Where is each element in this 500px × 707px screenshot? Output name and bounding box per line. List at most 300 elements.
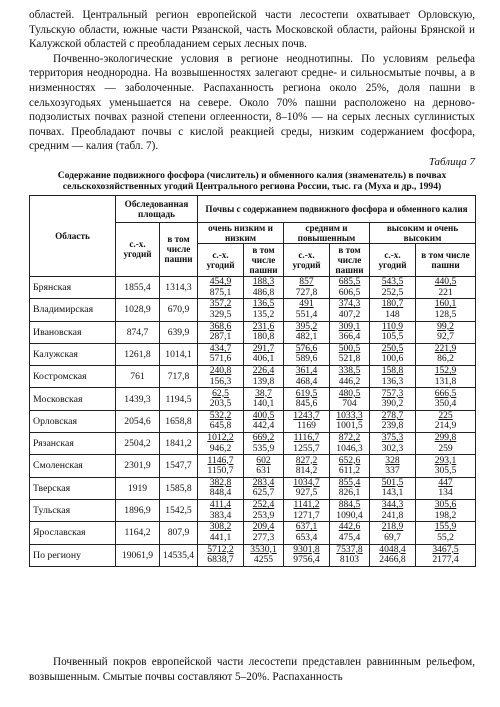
cell-hi-arable — [416, 544, 476, 566]
phosphorus-value: 136,5 — [252, 298, 275, 310]
cell-region: Калужская — [30, 343, 116, 365]
data-table — [29, 195, 476, 567]
potassium-value: 551,4 — [295, 308, 318, 320]
fraction — [416, 366, 475, 387]
potassium-value: 86,2 — [437, 353, 454, 365]
cell-md-agri — [284, 499, 330, 521]
cell-region: Костромская — [30, 366, 116, 388]
fraction — [284, 366, 329, 387]
cell-vl-agri — [198, 388, 244, 410]
document-page — [29, 8, 475, 567]
table-row — [30, 477, 476, 499]
cell-region: Владимирская — [30, 299, 116, 321]
phosphorus-value: 454,9 — [209, 276, 232, 288]
cell-md-arable — [330, 343, 370, 365]
table-row — [30, 499, 476, 521]
potassium-value: 1169 — [297, 420, 316, 432]
cell-surveyed-arable: 1014,1 — [160, 343, 198, 365]
cell-region: Ивановская — [30, 321, 116, 343]
header-high-arable: в том числе пашни — [416, 243, 476, 276]
cell-surveyed-agri: 2301,9 — [116, 455, 160, 477]
table-caption: Содержание подвижного фосфора (числитель) и обменного калия (знаменатель) в почвах сельскохозяйственных угодий Центрального региона России, тыс. га (Муха и др., 1994) — [57, 169, 447, 192]
phosphorus-value: 252,4 — [252, 499, 275, 511]
fraction — [370, 500, 415, 521]
cell-hi-agri — [370, 299, 416, 321]
phosphorus-value: 225 — [438, 409, 453, 421]
cell-vl-arable — [244, 477, 284, 499]
cell-surveyed-arable: 807,9 — [160, 522, 198, 544]
cell-vl-arable — [244, 299, 284, 321]
phosphorus-value: 1034,7 — [293, 476, 320, 488]
phosphorus-value: 338,5 — [338, 365, 361, 377]
cell-surveyed-agri: 1439,3 — [116, 388, 160, 410]
cell-md-arable — [330, 388, 370, 410]
cell-hi-agri — [370, 366, 416, 388]
phosphorus-value: 278,7 — [381, 409, 404, 421]
intro-paragraph-2: Почвенно-экологические условия в регионе неоднотипны. По условиям рельефа территория неоднородна. На возвышенностях залегают средне- и сильносмытые почвы, а в низменностях — заболоченные. Распаханность региона около 25%, доля пашни в сельхозугодьях уменьшается на севере. Около 70% пашни расположено на дерново-подзолистых почвах разной степени оглеенности, 8–10% — на серых лесных суглинистых почвах. Преобладают почвы с кислой реакцией среды, низким содержанием фосфора, средним — калия (табл. 7). — [29, 52, 475, 153]
fraction — [198, 322, 243, 343]
phosphorus-value: 1146,7 — [207, 454, 234, 466]
fraction — [244, 366, 283, 387]
fraction — [370, 456, 415, 477]
phosphorus-value: 619,5 — [295, 387, 318, 399]
fraction — [416, 433, 475, 454]
phosphorus-value: 375,3 — [381, 432, 404, 444]
header-medium: средним и повышенным — [284, 222, 370, 243]
fraction — [198, 433, 243, 454]
cell-hi-agri — [370, 343, 416, 365]
cell-surveyed-arable: 1585,8 — [160, 477, 198, 499]
phosphorus-value: 152,9 — [434, 365, 457, 377]
cell-hi-agri — [370, 388, 416, 410]
potassium-value: 704 — [342, 398, 357, 410]
phosphorus-value: 180,7 — [381, 298, 404, 310]
cell-region: Тверская — [30, 477, 116, 499]
fraction — [416, 411, 475, 432]
table-row — [30, 522, 476, 544]
fraction — [198, 522, 243, 543]
phosphorus-value: 309,1 — [338, 320, 361, 332]
cell-surveyed-arable: 1194,5 — [160, 388, 198, 410]
phosphorus-value: 344,3 — [381, 499, 404, 511]
phosphorus-value: 652,6 — [338, 454, 361, 466]
potassium-value: 1090,4 — [336, 509, 363, 521]
phosphorus-value: 62,5 — [212, 387, 229, 399]
table-row — [30, 321, 476, 343]
potassium-value: 611,2 — [338, 464, 361, 476]
fraction — [370, 522, 415, 543]
potassium-value: 69,7 — [384, 531, 401, 543]
phosphorus-value: 158,8 — [381, 365, 404, 377]
phosphorus-value: 872,2 — [338, 432, 361, 444]
cell-hi-agri — [370, 499, 416, 521]
phosphorus-value: 7537,8 — [336, 543, 363, 555]
fraction — [416, 299, 475, 320]
potassium-value: 259 — [438, 442, 453, 454]
potassium-value: 8103 — [339, 554, 360, 566]
fraction — [198, 478, 243, 499]
cell-hi-arable — [416, 343, 476, 365]
phosphorus-value: 1243,7 — [293, 409, 320, 421]
cell-vl-arable — [244, 522, 284, 544]
potassium-value: 277,3 — [252, 531, 275, 543]
table-row — [30, 410, 476, 432]
header-very-low-arable: в том числе пашни — [244, 243, 284, 276]
phosphorus-value: 357,2 — [209, 298, 232, 310]
fraction — [244, 389, 283, 410]
phosphorus-value: 1116,7 — [293, 432, 320, 444]
fraction — [370, 277, 415, 298]
phosphorus-value: 501,5 — [381, 476, 404, 488]
cell-vl-arable — [244, 455, 284, 477]
potassium-value: 653,4 — [295, 531, 318, 543]
phosphorus-value: 160,1 — [434, 298, 457, 310]
potassium-value: 9756,4 — [293, 554, 320, 566]
cell-hi-agri — [370, 477, 416, 499]
fraction — [198, 299, 243, 320]
phosphorus-value: 411,4 — [209, 499, 232, 511]
potassium-value: 482,1 — [295, 331, 318, 343]
phosphorus-value: 155,9 — [434, 521, 457, 533]
cell-vl-arable — [244, 544, 284, 566]
cell-surveyed-agri: 1855,4 — [116, 276, 160, 298]
cell-md-arable — [330, 477, 370, 499]
fraction — [330, 478, 369, 499]
fraction — [330, 299, 369, 320]
header-medium-agri: с.-х. угодий — [284, 243, 330, 276]
potassium-value: 407,2 — [338, 308, 361, 320]
fraction — [370, 366, 415, 387]
header-very-low: очень низким и низким — [198, 222, 284, 243]
potassium-value: 253,9 — [252, 509, 275, 521]
table-row — [30, 433, 476, 455]
potassium-value: 468,4 — [295, 375, 318, 387]
potassium-value: 92,7 — [437, 331, 454, 343]
fraction — [416, 322, 475, 343]
fraction — [198, 411, 243, 432]
potassium-value: 252,5 — [381, 286, 404, 298]
cell-hi-agri — [370, 433, 416, 455]
potassium-value: 645,8 — [209, 420, 232, 432]
cell-surveyed-agri: 1164,2 — [116, 522, 160, 544]
cell-vl-agri — [198, 433, 244, 455]
potassium-value: 302,3 — [381, 442, 404, 454]
fraction — [244, 500, 283, 521]
fraction — [330, 389, 369, 410]
potassium-value: 4255 — [253, 554, 274, 566]
cell-hi-agri — [370, 544, 416, 566]
phosphorus-value: 293,1 — [434, 454, 457, 466]
cell-md-agri — [284, 299, 330, 321]
phosphorus-value: 442,6 — [338, 521, 361, 533]
phosphorus-value: 855,4 — [338, 476, 361, 488]
table-number: Таблица 7 — [428, 155, 475, 168]
fraction — [284, 522, 329, 543]
potassium-value: 946,2 — [209, 442, 232, 454]
table-body — [30, 276, 476, 566]
fraction — [244, 322, 283, 343]
fraction — [416, 456, 475, 477]
phosphorus-value: 226,4 — [252, 365, 275, 377]
potassium-value: 6838,7 — [207, 554, 234, 566]
cell-hi-agri — [370, 321, 416, 343]
cell-hi-agri — [370, 522, 416, 544]
potassium-value: 2466,8 — [379, 554, 406, 566]
phosphorus-value: 1012,2 — [207, 432, 234, 444]
fraction — [330, 522, 369, 543]
cell-hi-agri — [370, 410, 416, 432]
cell-md-agri — [284, 477, 330, 499]
phosphorus-value: 857 — [299, 276, 314, 288]
cell-region: Тульская — [30, 499, 116, 521]
potassium-value: 1001,5 — [336, 420, 363, 432]
cell-surveyed-arable: 1542,5 — [160, 499, 198, 521]
phosphorus-value: 305,6 — [434, 499, 457, 511]
fraction — [284, 322, 329, 343]
potassium-value: 1046,3 — [336, 442, 363, 454]
cell-vl-agri — [198, 366, 244, 388]
cell-md-agri — [284, 388, 330, 410]
fraction — [198, 344, 243, 365]
fraction — [244, 344, 283, 365]
fraction — [198, 366, 243, 387]
phosphorus-value: 440,5 — [434, 276, 457, 288]
cell-vl-arable — [244, 499, 284, 521]
fraction — [330, 277, 369, 298]
phosphorus-value: 5712,2 — [207, 543, 234, 555]
cell-region: Брянская — [30, 276, 116, 298]
potassium-value: 136,3 — [381, 375, 404, 387]
phosphorus-value: 218,9 — [381, 521, 404, 533]
phosphorus-value: 209,4 — [252, 521, 275, 533]
potassium-value: 848,4 — [209, 487, 232, 499]
phosphorus-value: 231,6 — [252, 320, 275, 332]
cell-hi-arable — [416, 321, 476, 343]
cell-vl-agri — [198, 276, 244, 298]
phosphorus-value: 827,2 — [295, 454, 318, 466]
potassium-value: 446,2 — [338, 375, 361, 387]
cell-md-arable — [330, 410, 370, 432]
potassium-value: 198,2 — [434, 509, 457, 521]
fraction — [284, 277, 329, 298]
fraction — [198, 500, 243, 521]
phosphorus-value: 602 — [256, 454, 271, 466]
cell-md-agri — [284, 321, 330, 343]
phosphorus-value: 434,7 — [209, 343, 232, 355]
fraction — [330, 500, 369, 521]
phosphorus-value: 543,5 — [381, 276, 404, 288]
cell-surveyed-arable: 1314,3 — [160, 276, 198, 298]
cell-vl-agri — [198, 477, 244, 499]
potassium-value: 406,1 — [252, 353, 275, 365]
cell-surveyed-agri: 19061,9 — [116, 544, 160, 566]
cell-hi-arable — [416, 366, 476, 388]
phosphorus-value: 576,6 — [295, 343, 318, 355]
potassium-value: 486,8 — [252, 286, 275, 298]
phosphorus-value: 361,4 — [295, 365, 318, 377]
fraction — [244, 433, 283, 454]
potassium-value: 875,1 — [209, 286, 232, 298]
fraction — [284, 456, 329, 477]
phosphorus-value: 308,2 — [209, 521, 232, 533]
cell-md-agri — [284, 410, 330, 432]
table-row — [30, 299, 476, 321]
fraction — [244, 299, 283, 320]
potassium-value: 606,5 — [338, 286, 361, 298]
fraction — [244, 411, 283, 432]
phosphorus-value: 38,7 — [255, 387, 272, 399]
intro-paragraph-1: областей. Центральный регион европейской части лесостепи охватывает Орловскую, Тульскую области, южные части Рязанской, часть Московской области, районы Брянской и Калужской областей с преобладанием серых лесных почв. — [29, 9, 475, 51]
fraction — [416, 500, 475, 521]
cell-surveyed-arable: 14535,4 — [160, 544, 198, 566]
cell-md-arable — [330, 299, 370, 321]
fraction — [198, 277, 243, 298]
phosphorus-value: 99,2 — [437, 320, 454, 332]
fraction — [284, 545, 329, 566]
potassium-value: 2177,4 — [432, 554, 459, 566]
cell-surveyed-arable: 717,8 — [160, 366, 198, 388]
phosphorus-value: 669,2 — [252, 432, 275, 444]
phosphorus-value: 283,4 — [252, 476, 275, 488]
cell-md-arable — [330, 321, 370, 343]
phosphorus-value: 291,7 — [252, 343, 275, 355]
table-row — [30, 455, 476, 477]
potassium-value: 727,8 — [295, 286, 318, 298]
cell-surveyed-agri: 1919 — [116, 477, 160, 499]
phosphorus-value: 250,5 — [381, 343, 404, 355]
fraction — [244, 277, 283, 298]
cell-surveyed-agri: 1896,9 — [116, 499, 160, 521]
potassium-value: 535,9 — [252, 442, 275, 454]
potassium-value: 814,2 — [295, 464, 318, 476]
potassium-value: 826,1 — [338, 487, 361, 499]
cell-vl-arable — [244, 321, 284, 343]
phosphorus-value: 685,5 — [338, 276, 361, 288]
fraction — [370, 411, 415, 432]
potassium-value: 135,2 — [252, 308, 275, 320]
cell-surveyed-arable: 1547,7 — [160, 455, 198, 477]
potassium-value: 180,8 — [252, 331, 275, 343]
cell-vl-agri — [198, 343, 244, 365]
phosphorus-value: 110,9 — [381, 320, 404, 332]
cell-md-agri — [284, 343, 330, 365]
fraction — [198, 456, 243, 477]
cell-hi-arable — [416, 522, 476, 544]
potassium-value: 143,1 — [381, 487, 404, 499]
cell-md-arable — [330, 544, 370, 566]
cell-hi-arable — [416, 299, 476, 321]
cell-md-agri — [284, 366, 330, 388]
cell-hi-arable — [416, 433, 476, 455]
header-high: высоким и очень высоким — [370, 222, 476, 243]
header-medium-arable: в том числе пашни — [330, 243, 370, 276]
cell-md-agri — [284, 276, 330, 298]
potassium-value: 845,6 — [295, 398, 318, 410]
table-row — [30, 343, 476, 365]
phosphorus-value: 1033,3 — [336, 409, 363, 421]
potassium-value: 214,9 — [434, 420, 457, 432]
cell-vl-agri — [198, 410, 244, 432]
phosphorus-value: 328 — [385, 454, 400, 466]
cell-surveyed-agri: 1261,8 — [116, 343, 160, 365]
cell-hi-arable — [416, 276, 476, 298]
cell-vl-agri — [198, 321, 244, 343]
potassium-value: 105,5 — [381, 331, 404, 343]
cell-surveyed-arable: 670,9 — [160, 299, 198, 321]
cell-vl-arable — [244, 388, 284, 410]
fraction — [244, 522, 283, 543]
cell-md-agri — [284, 455, 330, 477]
potassium-value: 383,4 — [209, 509, 232, 521]
potassium-value: 441,1 — [209, 531, 232, 543]
potassium-value: 366,4 — [338, 331, 361, 343]
fraction — [370, 478, 415, 499]
cell-surveyed-agri: 2054,6 — [116, 410, 160, 432]
phosphorus-value: 666,5 — [434, 387, 457, 399]
cell-region: Орловская — [30, 410, 116, 432]
fraction — [284, 433, 329, 454]
header-very-low-agri: с.-х. угодий — [198, 243, 244, 276]
cell-surveyed-arable: 639,9 — [160, 321, 198, 343]
potassium-value: 203,5 — [209, 398, 232, 410]
potassium-value: 100,6 — [381, 353, 404, 365]
potassium-value: 350,4 — [434, 398, 457, 410]
potassium-value: 1255,7 — [293, 442, 320, 454]
cell-hi-arable — [416, 477, 476, 499]
cell-vl-arable — [244, 343, 284, 365]
potassium-value: 1150,7 — [207, 464, 234, 476]
cell-md-arable — [330, 433, 370, 455]
cell-region: Ярославская — [30, 522, 116, 544]
phosphorus-value: 299,8 — [434, 432, 457, 444]
phosphorus-value: 221,9 — [434, 343, 457, 355]
fraction — [330, 545, 369, 566]
cell-region: Рязанская — [30, 433, 116, 455]
cell-md-agri — [284, 522, 330, 544]
cell-surveyed-agri: 2504,2 — [116, 433, 160, 455]
fraction — [244, 545, 283, 566]
fraction — [370, 322, 415, 343]
potassium-value: 329,5 — [209, 308, 232, 320]
cell-vl-arable — [244, 366, 284, 388]
phosphorus-value: 395,2 — [295, 320, 318, 332]
cell-hi-arable — [416, 410, 476, 432]
bottom-paragraph: Почвенный покров европейской части лесостепи представлен равнинным рельефом, возвышенным. Смытые почвы составляют 5–20%. Распаханность — [29, 656, 475, 683]
potassium-value: 571,6 — [209, 353, 232, 365]
potassium-value: 128,5 — [434, 308, 457, 320]
fraction — [370, 545, 415, 566]
potassium-value: 337 — [385, 464, 400, 476]
fraction — [370, 389, 415, 410]
fraction — [416, 545, 475, 566]
fraction — [416, 478, 475, 499]
potassium-value: 287,1 — [209, 331, 232, 343]
phosphorus-value: 447 — [438, 476, 453, 488]
potassium-value: 134 — [438, 487, 453, 499]
fraction — [284, 478, 329, 499]
table-row — [30, 366, 476, 388]
header-surveyed: Обследованная площадь — [116, 195, 198, 222]
potassium-value: 442,4 — [252, 420, 275, 432]
potassium-value: 140,1 — [252, 398, 275, 410]
potassium-value: 305,5 — [434, 464, 457, 476]
potassium-value: 241,8 — [381, 509, 404, 521]
fraction — [284, 344, 329, 365]
cell-md-arable — [330, 276, 370, 298]
fraction — [416, 344, 475, 365]
potassium-value: 631 — [256, 464, 271, 476]
potassium-value: 390,2 — [381, 398, 404, 410]
